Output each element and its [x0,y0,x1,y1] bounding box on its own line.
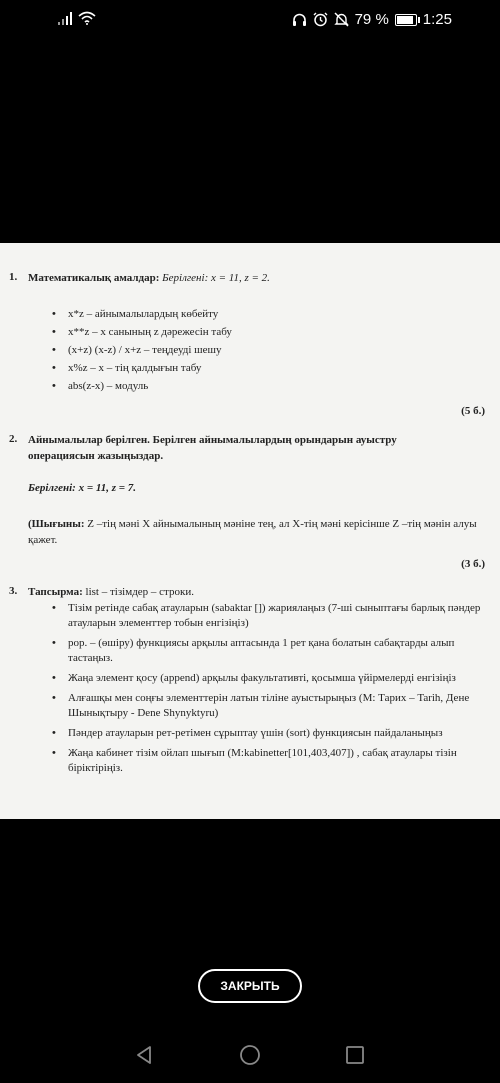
home-icon[interactable] [238,1043,262,1067]
mute-icon [334,12,349,27]
list-item: • Тізім ретінде сабақ атауларын (sabaktar []) жариялаңыз (7-ші сыныптағы барлық пәндер атауларын элементтер тобын енгізіңіз) [52,601,482,631]
headphones-icon [292,13,307,27]
q2-score: (3 б.) [461,558,485,570]
q2-output-text: Z –тің мәні X айнымалының мәніне тең, ал X-тің мәні керісінше Z –тің мәнін алуы қажет. [28,518,477,546]
q2-number: 2. [9,433,18,445]
clock: 1:25 [422,11,452,28]
q1-score: (5 б.) [461,405,485,417]
list-item: • Жаңа элемент қосу (append) арқылы факультативті, қосымша үйірмелерді енгізіңіз [52,671,482,686]
q1-given: Берілгені: x = 11, z = 2. [162,272,270,284]
signal-icon [58,11,72,25]
q3-title-rest: list – тізімдер – строки. [85,586,194,598]
list-item: • x**z – x санының z дәрежесін табу [52,323,472,341]
recents-icon[interactable] [343,1043,367,1067]
q1-number: 1. [9,271,18,283]
list-item: • x*z – айнымалылардың көбейту [52,305,472,323]
wifi-icon [78,11,96,25]
q2-given: Берілгені: x = 11, z = 7. [28,482,137,494]
back-icon[interactable] [132,1043,156,1067]
close-button[interactable]: ЗАКРЫТЬ [198,969,302,1003]
q1-title: Математикалық амалдар: [28,272,163,284]
list-item: • Алғашқы мен соңғы элементтерін латын тіліне ауыстырыңыз (М: Тарих – Tarih, Дене Шынықтыру - Dene Shynyktyru) [52,691,482,721]
q3-header [28,584,194,600]
q2-output-label: (Шығыны: [28,518,88,530]
document-image [0,243,500,819]
status-bar [0,0,500,40]
list-item: • x%z – x – тің қалдығын табу [52,359,472,377]
battery-icon [395,14,417,26]
list-item: • (x+z) (x-z) / x+z – теңдеуді шешу [52,341,472,359]
q1-list [52,305,472,395]
list-item: • Пәндер атауларын рет-ретімен сұрыптау үшін (sort) функциясын пайдаланыңыз [52,726,482,741]
q2-title: Айнымалылар берілген. Берілген айнымалылардың орындарын ауыстру операциясын жазыңыздар. [28,434,397,462]
alarm-icon [313,12,328,27]
q1-header [28,270,270,286]
q3-list [52,601,482,781]
battery-percent: 79 % [354,11,389,28]
q2-output [28,516,480,548]
list-item: • pop. – (өшіру) функциясы арқылы аптасында 1 рет қана болатын сабақтарды алып тастаңыз. [52,636,482,666]
list-item: • abs(z-x) – модуль [52,377,472,395]
navigation-bar [0,1040,500,1070]
q3-number: 3. [9,585,18,597]
q3-title: Тапсырма: [28,586,86,598]
list-item: • Жаңа кабинет тізім ойлап шығып (М:kabinetter[101,403,407]) , сабақ атаулары тізін біріктіріңіз. [52,746,482,776]
